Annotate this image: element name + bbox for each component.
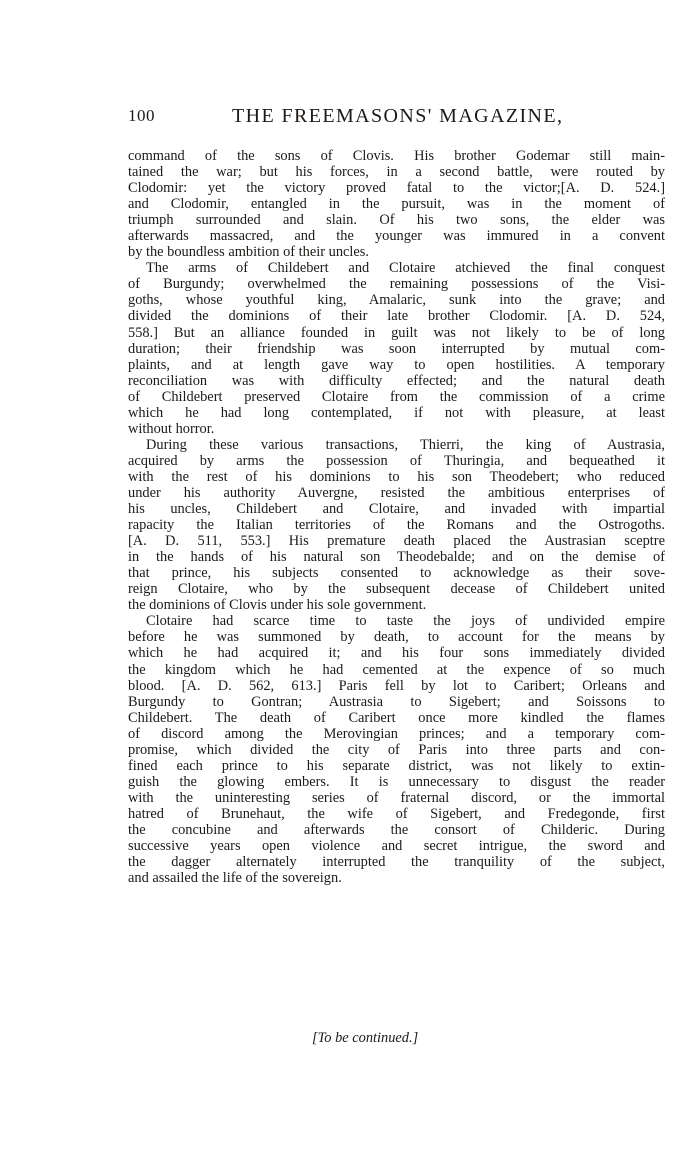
- text-line: which he had long contemplated, if not with pleasure, at least: [128, 404, 665, 421]
- text-line: Burgundy to Gontran; Austrasia to Sigebert; and Soissons to: [128, 693, 665, 710]
- page-header: [128, 106, 668, 132]
- text-line: his uncles, Childebert and Clotaire, and invaded with impartial: [128, 501, 665, 518]
- text-line: During these various transactions, Thierri, the king of Austrasia,: [146, 436, 665, 453]
- text-line: successive years open violence and secret intrigue, the sword and: [128, 838, 665, 855]
- text-line: under his authority Auvergne, resisted the ambitious enterprises of: [128, 484, 665, 501]
- text-line: afterwards massacred, and the younger was immured in a convent: [128, 228, 665, 245]
- text-line: acquired by arms the possession of Thuringia, and bequeathed it: [128, 452, 665, 469]
- text-line: The arms of Childebert and Clotaire atchieved the final conquest: [146, 260, 665, 277]
- text-line: goths, whose youthful king, Amalaric, sunk into the grave; and: [128, 292, 665, 309]
- text-line: rapacity the Italian territories of the Romans and the Ostrogoths.: [128, 517, 665, 534]
- text-line: that prince, his subjects consented to acknowledge as their sove-: [128, 565, 665, 582]
- text-line: Clotaire had scarce time to taste the joys of undivided empire: [146, 613, 665, 630]
- text-line: by the boundless ambition of their uncles.: [128, 244, 370, 261]
- text-line: and Clodomir, entangled in the pursuit, was in the moment of: [128, 196, 665, 213]
- text-line: before he was summoned by death, to account for the means by: [128, 629, 665, 646]
- text-line: of discord among the Merovingian princes; and a temporary com-: [128, 725, 665, 742]
- text-line: triumph surrounded and slain. Of his two sons, the elder was: [128, 212, 665, 229]
- text-line: the dominions of Clovis under his sole government.: [128, 597, 427, 614]
- text-line: with the uninteresting series of fraternal discord, or the immortal: [128, 789, 665, 806]
- text-line: Childebert. The death of Caribert once more kindled the flames: [128, 709, 665, 726]
- text-line: and assailed the life of the sovereign.: [128, 870, 342, 887]
- text-line: plaints, and at length gave way to open hostilities. A temporary: [128, 356, 665, 373]
- text-line: of Burgundy; overwhelmed the remaining possessions of the Visi-: [128, 276, 665, 293]
- running-title: THE FREEMASONS' MAGAZINE,: [232, 105, 564, 127]
- text-line: guish the glowing embers. It is unnecessary to disgust the reader: [128, 773, 665, 790]
- text-line: the dagger alternately interrupted the tranquility of the subject,: [128, 854, 665, 871]
- text-line: divided the dominions of their late brother Clodomir. [A. D. 524,: [128, 308, 665, 325]
- article-body: [128, 148, 665, 886]
- page-number: 100: [128, 106, 155, 125]
- text-line: 558.] But an alliance founded in guilt was not likely to be of long: [128, 324, 665, 341]
- text-line: reign Clotaire, who by the subsequent decease of Childebert united: [128, 581, 665, 598]
- text-line: [A. D. 511, 553.] His premature death placed the Austrasian sceptre: [128, 533, 665, 550]
- text-line: reconciliation was with difficulty effected; and the natural death: [128, 372, 665, 389]
- text-line: Clodomir: yet the victory proved fatal to the victor;[A. D. 524.]: [128, 180, 665, 197]
- text-line: command of the sons of Clovis. His brother Godemar still main-: [128, 148, 665, 164]
- text-line: which he had acquired it; and his four sons immediately divided: [128, 645, 665, 662]
- text-line: fined each prince to his separate district, was not likely to extin-: [128, 757, 665, 774]
- text-line: tained the war; but his forces, in a second battle, were routed by: [128, 164, 665, 181]
- text-line: hatred of Brunehaut, the wife of Sigebert, and Fredegonde, first: [128, 805, 665, 822]
- text-line: of Childebert preserved Clotaire from the commission of a crime: [128, 388, 665, 405]
- continued-note: [To be continued.]: [312, 1030, 419, 1046]
- text-line: blood. [A. D. 562, 613.] Paris fell by lot to Caribert; Orleans and: [128, 677, 665, 694]
- text-line: duration; their friendship was soon interrupted by mutual com-: [128, 340, 665, 357]
- text-line: the concubine and afterwards the consort of Childeric. During: [128, 821, 665, 838]
- text-line: without horror.: [128, 420, 215, 437]
- text-line: the kingdom which he had cemented at the expence of so much: [128, 661, 665, 678]
- text-line: promise, which divided the city of Paris into three parts and con-: [128, 741, 665, 758]
- text-line: in the hands of his natural son Theodebalde; and on the demise of: [128, 549, 665, 566]
- text-line: with the rest of his dominions to his son Theodebert; who reduced: [128, 468, 665, 485]
